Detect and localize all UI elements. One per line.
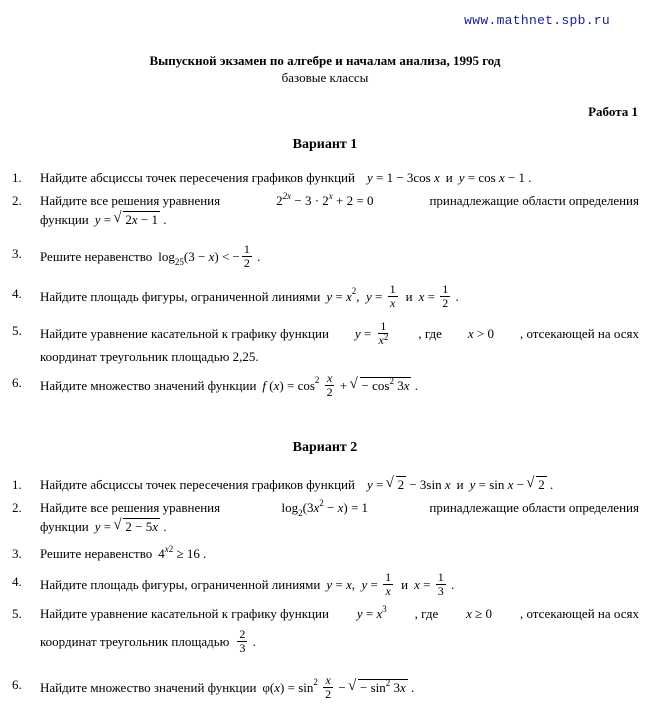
problem-text-tail: , где xyxy=(414,606,439,621)
problem-text: Найдите площадь фигуры, ограниченной линиями xyxy=(40,288,321,304)
sqrt: √ 2x − 1 xyxy=(114,212,160,228)
problem-text-tail: , где xyxy=(418,326,442,341)
formula: $\log_2(3x^2 - x) = 1$ xyxy=(281,498,369,518)
sqrt: √ − $\sin^2 3x$ xyxy=(349,680,408,696)
variant-1-title: Вариант 1 xyxy=(292,137,358,152)
variant-2-title: Вариант 2 xyxy=(292,440,358,455)
formula: $4^{x2} \ge 16$ . xyxy=(158,544,207,561)
v2-problem-5: 5. Найдите уравнение касательной к графику функции $y = x^3$ , где x ≥ 0 , отсекающей на осях координат треугольник площадью $\frac{2}{3}$ . xyxy=(12,604,639,655)
problem-text-line2: функции xyxy=(40,212,89,227)
problem-text: Найдите все решения уравнения xyxy=(40,193,221,208)
problem-text: Найдите множество значений функции xyxy=(40,679,257,695)
problem-text: Найдите абсциссы точек пересечения графиков функций xyxy=(40,170,355,185)
v1-problem-1: 1. Найдите абсциссы точек пересечения графиков функций y = 1 − 3cos x и y = cos x − 1 . xyxy=(12,170,532,185)
problem-number: 2. xyxy=(12,500,22,515)
problem-text-tail2: , отсекающей на осях xyxy=(519,606,639,621)
formula: $\log_{25}(3 - x)$ < − xyxy=(158,248,240,267)
problem-text-tail: принадлежащие области определения xyxy=(429,500,639,515)
fraction: $\frac{1}{x}$ xyxy=(389,282,396,310)
problem-text: Решите неравенство xyxy=(40,248,153,264)
v1-problem-4: 4. Найдите площадь фигуры, ограниченной линиями y = x 2 , y = $\frac{1}{x}$ и x = $\frac{1}{2}$ . xyxy=(12,282,459,310)
fraction: $\frac{1}{2}$ xyxy=(243,242,250,270)
formula: $2^{2x} - 3 \cdot 2^x + 2 = 0$ xyxy=(276,191,374,208)
problem-text: Найдите уравнение касательной к графику функции xyxy=(40,326,329,341)
problem-text: Найдите уравнение касательной к графику функции xyxy=(40,606,329,621)
conjunction: и xyxy=(456,477,464,492)
problem-text-tail2: , отсекающей на осях xyxy=(519,326,639,341)
fraction: $\frac{2}{3}$ xyxy=(239,627,246,655)
problem-text: Найдите все решения уравнения xyxy=(40,500,221,515)
problem-text-tail: принадлежащие области определения xyxy=(429,193,639,208)
fraction: $\frac{x}{2}$ xyxy=(326,371,333,399)
problem-text: Найдите площадь фигуры, ограниченной линиями xyxy=(40,576,321,592)
problem-text: Решите неравенство xyxy=(40,546,153,561)
sqrt: √ 2 − 5x xyxy=(114,519,160,535)
conjunction: и xyxy=(405,288,413,304)
v2-problem-1: 1. Найдите абсциссы точек пересечения графиков функций y = √ 2 − 3sin x и y = sin x − √ 2 . xyxy=(12,477,639,493)
exam-title: Выпускной экзамен по алгебре и началам анализа, 1995 год xyxy=(149,53,501,68)
fraction: $\frac{1}{2}$ xyxy=(442,282,449,310)
problem-number: 5. xyxy=(12,323,22,338)
problem-text: Найдите абсциссы точек пересечения графиков функций xyxy=(40,477,355,492)
fraction: $\frac{1}{x}$ xyxy=(385,570,392,598)
problem-number: 3. xyxy=(12,246,22,261)
sqrt: √ 2 xyxy=(387,477,407,493)
v1-problem-5: 5. Найдите уравнение касательной к графику функции y = $\frac{1}{x^2}$ , где x > 0 , отсекающей на осях координат треугольник площадью 2,25. xyxy=(12,319,639,364)
problem-number: 5. xyxy=(12,606,22,621)
fraction: $\frac{x}{2}$ xyxy=(325,673,332,701)
problem-number: 2. xyxy=(12,193,22,208)
problem-number: 1. xyxy=(12,170,22,185)
v2-problem-3 xyxy=(12,546,639,562)
problem-number: 3. xyxy=(12,546,22,561)
problem-number: 6. xyxy=(12,677,22,692)
v1-problem-6: 6. Найдите множество значений функции f ( x ) = cos 2 $\frac{x}{2}$ + √ − $\cos^2 3x$ . xyxy=(12,372,639,399)
v2-problem-4: 4. Найдите площадь фигуры, ограниченной линиями y = x , y = $\frac{1}{x}$ и x = $\frac{1}{3}$ . xyxy=(12,570,455,598)
formula: y xyxy=(366,170,373,185)
conjunction: и xyxy=(401,576,409,592)
problem-number: 4. xyxy=(12,286,22,301)
problem-number: 1. xyxy=(12,477,22,492)
sqrt: √ − $\cos^2 3x$ xyxy=(351,378,412,394)
sqrt: √ 2 xyxy=(527,477,547,493)
conjunction: и xyxy=(445,170,453,185)
v2-problem-2: 2. Найдите все решения уравнения $\log_2(3x^2 - x) = 1$ принадлежащие области определения функции y = √ 2 − 5x . xyxy=(12,500,639,535)
fraction: $\frac{1}{x^2}$ xyxy=(378,319,389,347)
exam-subtitle: базовые классы xyxy=(281,70,369,85)
v2-problem-6: 6. Найдите множество значений функции φ( x ) = sin 2 $\frac{x}{2}$ − √ − $\sin^2 3x$ . xyxy=(12,674,639,701)
v1-problem-2: 2. Найдите все решения уравнения $2^{2x} - 3 \cdot 2^x + 2 = 0$ принадлежащие области определения функции y = √ 2x − 1 . xyxy=(12,193,639,228)
problem-text: Найдите множество значений функции xyxy=(40,377,257,393)
problem-text-line2: координат треугольник площадью 2,25. xyxy=(40,349,259,364)
fraction: $\frac{1}{3}$ xyxy=(437,570,444,598)
v1-problem-3: 3. Решите неравенство $\log_{25}(3 - x)$ < − $\frac{1}{2}$ . xyxy=(12,242,261,270)
problem-number: 6. xyxy=(12,375,22,390)
problem-text-line2: функции xyxy=(40,519,89,534)
site-url[interactable]: www.mathnet.spb.ru xyxy=(464,13,610,28)
work-number: Работа 1 xyxy=(588,104,638,119)
problem-number: 4. xyxy=(12,574,22,589)
problem-text-line2: координат треугольник площадью xyxy=(40,633,230,649)
